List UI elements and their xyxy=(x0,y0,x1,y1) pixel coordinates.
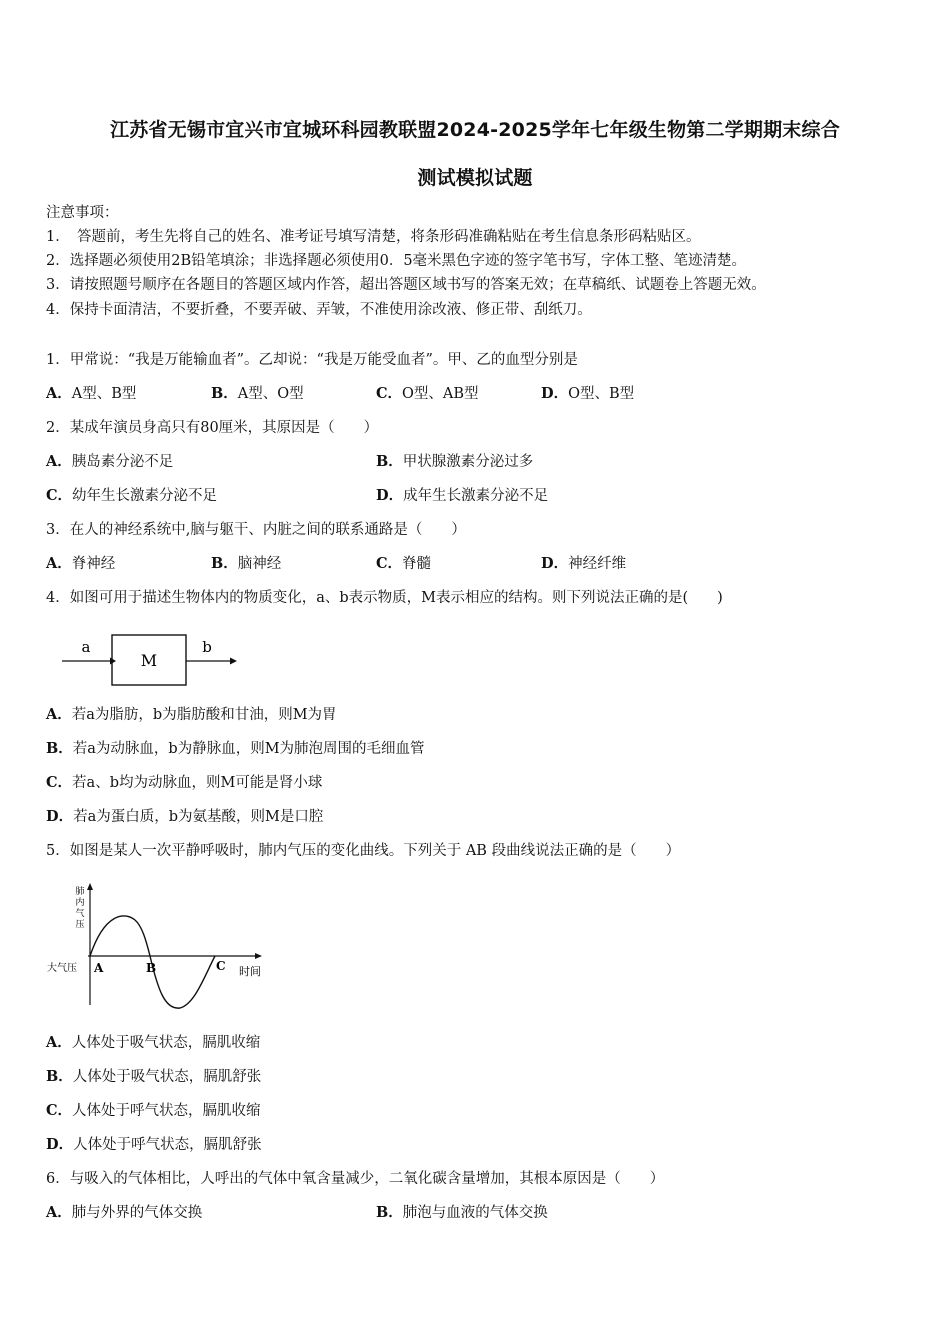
question-6-option-a xyxy=(46,1203,202,1223)
question-6-stem: 6．与吸入的气体相比，人呼出的气体中氧含量减少，二氧化碳含量增加，其根本原因是（ ） xyxy=(46,1171,665,1187)
question-5-option-d xyxy=(46,1135,262,1155)
option-label: A． xyxy=(46,1204,72,1221)
option-label: B． xyxy=(376,453,403,470)
option-label: C． xyxy=(46,487,73,504)
question-2-option-c xyxy=(46,486,217,506)
option-label: D． xyxy=(541,385,569,402)
output-arrow-head xyxy=(230,658,237,665)
option-label: A． xyxy=(46,385,72,402)
question-3-option-c xyxy=(376,554,431,574)
figure-label-m: M xyxy=(140,651,158,670)
option-label: D． xyxy=(541,555,569,572)
option-label: B． xyxy=(46,740,73,757)
input-arrow-head xyxy=(110,658,116,665)
option-text: 若a为蛋白质，b为氨基酸，则M是口腔 xyxy=(73,809,324,825)
option-text: 甲状腺激素分泌过多 xyxy=(402,454,534,470)
y-axis-arrow xyxy=(87,883,93,890)
option-label: C． xyxy=(376,555,403,572)
option-label: B． xyxy=(211,555,238,572)
question-4-option-d xyxy=(46,807,323,827)
question-5-stem: 5．如图是某人一次平静呼吸时，肺内气压的变化曲线。下列关于 AB 段曲线说法正确的是（ ） xyxy=(46,843,681,859)
option-label: B． xyxy=(211,385,238,402)
question-4-option-c xyxy=(46,773,322,793)
notice-item: 1． 答题前，考生先将自己的姓名、准考证号填写清楚，将条形码准确粘贴在考生信息条形码粘贴区。 xyxy=(46,229,701,245)
option-label: B． xyxy=(376,1204,403,1221)
option-text: 幼年生长激素分泌不足 xyxy=(72,488,218,504)
option-label: D． xyxy=(376,487,404,504)
option-text: O型、AB型 xyxy=(402,386,479,402)
question-5-option-b xyxy=(46,1067,261,1087)
option-text: 人体处于呼气状态，膈肌舒张 xyxy=(73,1137,262,1153)
question-3-option-b xyxy=(211,554,281,574)
point-label-c: C xyxy=(216,959,226,973)
option-text: 成年生长激素分泌不足 xyxy=(403,488,549,504)
option-text: 若a为脂肪，b为脂肪酸和甘油，则M为胃 xyxy=(71,707,337,723)
point-label-b: B xyxy=(146,961,157,975)
figure-label-b: b xyxy=(202,638,212,656)
question-4-figure xyxy=(60,632,245,692)
page-title-line-1: 江苏省无锡市宜兴市宜城环科园教联盟2024-2025学年七年级生物第二学期期末综合 xyxy=(110,119,840,141)
notice-item: 4．保持卡面清洁，不要折叠，不要弄破、弄皱，不准使用涂改液、修正带、刮纸刀。 xyxy=(46,302,592,318)
baseline-label: 大气压 xyxy=(47,963,77,974)
option-label: C． xyxy=(376,385,403,402)
option-label: D． xyxy=(46,1136,74,1153)
option-text: 脑神经 xyxy=(237,556,282,572)
question-5-pressure-curve xyxy=(40,880,270,1015)
question-2-stem: 2．某成年演员身高只有80厘米，其原因是（ ） xyxy=(46,420,379,436)
question-2-option-b xyxy=(376,452,533,472)
option-label: C． xyxy=(46,1102,73,1119)
option-text: 胰岛素分泌不足 xyxy=(71,454,174,470)
y-label-char: 压 xyxy=(75,920,85,930)
figure-label-a: a xyxy=(81,638,91,656)
option-text: A型、B型 xyxy=(71,386,137,402)
option-label: B． xyxy=(46,1068,73,1085)
question-1-option-d xyxy=(541,384,634,404)
option-text: 若a为动脉血，b为静脉血，则M为肺泡周围的毛细血管 xyxy=(72,741,425,757)
y-label-char: 内 xyxy=(75,898,85,908)
option-label: A． xyxy=(46,706,72,723)
point-label-a: A xyxy=(94,961,104,975)
option-label: A． xyxy=(46,555,72,572)
option-text: 若a、b均为动脉血，则M可能是肾小球 xyxy=(72,775,323,791)
question-5-option-c xyxy=(46,1101,261,1121)
x-axis-arrow xyxy=(255,953,262,959)
option-text: 人体处于呼气状态，膈肌收缩 xyxy=(72,1103,261,1119)
question-4-option-a xyxy=(46,705,337,725)
question-1-option-b xyxy=(211,384,304,404)
question-5-option-a xyxy=(46,1033,260,1053)
option-text: 人体处于吸气状态，膈肌舒张 xyxy=(72,1069,262,1085)
question-3-stem: 3．在人的神经系统中,脑与躯干、内脏之间的联系通路是（ ） xyxy=(46,522,466,538)
option-text: 肺泡与血液的气体交换 xyxy=(402,1205,548,1221)
option-text: O型、B型 xyxy=(568,386,635,402)
question-2-option-a xyxy=(46,452,173,472)
option-label: A． xyxy=(46,1034,72,1051)
notice-item: 2．选择题必须使用2B铅笔填涂；非选择题必须使用0．5毫米黑色字迹的签字笔书写，字体工整、笔迹清楚。 xyxy=(46,253,747,269)
question-6-option-b xyxy=(376,1203,548,1223)
y-label-char: 气 xyxy=(75,909,85,919)
notice-heading: 注意事项： xyxy=(46,205,119,221)
question-1-stem: 1．甲常说：“我是万能输血者”。乙却说：“我是万能受血者”。甲、乙的血型分别是 xyxy=(46,352,578,368)
option-label: A． xyxy=(46,453,72,470)
option-text: 脊神经 xyxy=(71,556,116,572)
question-2-option-d xyxy=(376,486,548,506)
page-title-line-2: 测试模拟试题 xyxy=(417,167,533,189)
question-4-stem: 4．如图可用于描述生物体内的物质变化，a、b表示物质，M表示相应的结构。则下列说法正确的是( ) xyxy=(46,590,723,606)
option-label: D． xyxy=(46,808,74,825)
question-3-option-a xyxy=(46,554,115,574)
option-text: A型、O型 xyxy=(237,386,304,402)
x-axis-label: 时间 xyxy=(239,965,261,978)
option-label: C． xyxy=(46,774,73,791)
question-4-option-b xyxy=(46,739,425,759)
question-1-option-a xyxy=(46,384,136,404)
notice-item: 3．请按照题号顺序在各题目的答题区域内作答，超出答题区域书写的答案无效；在草稿纸、试题卷上答题无效。 xyxy=(46,277,766,293)
option-text: 神经纤维 xyxy=(568,556,627,572)
option-text: 人体处于吸气状态，膈肌收缩 xyxy=(71,1035,261,1051)
question-1-option-c xyxy=(376,384,479,404)
question-3-option-d xyxy=(541,554,626,574)
option-text: 脊髓 xyxy=(402,556,432,572)
option-text: 肺与外界的气体交换 xyxy=(71,1205,203,1221)
y-label-char: 肺 xyxy=(75,887,85,897)
